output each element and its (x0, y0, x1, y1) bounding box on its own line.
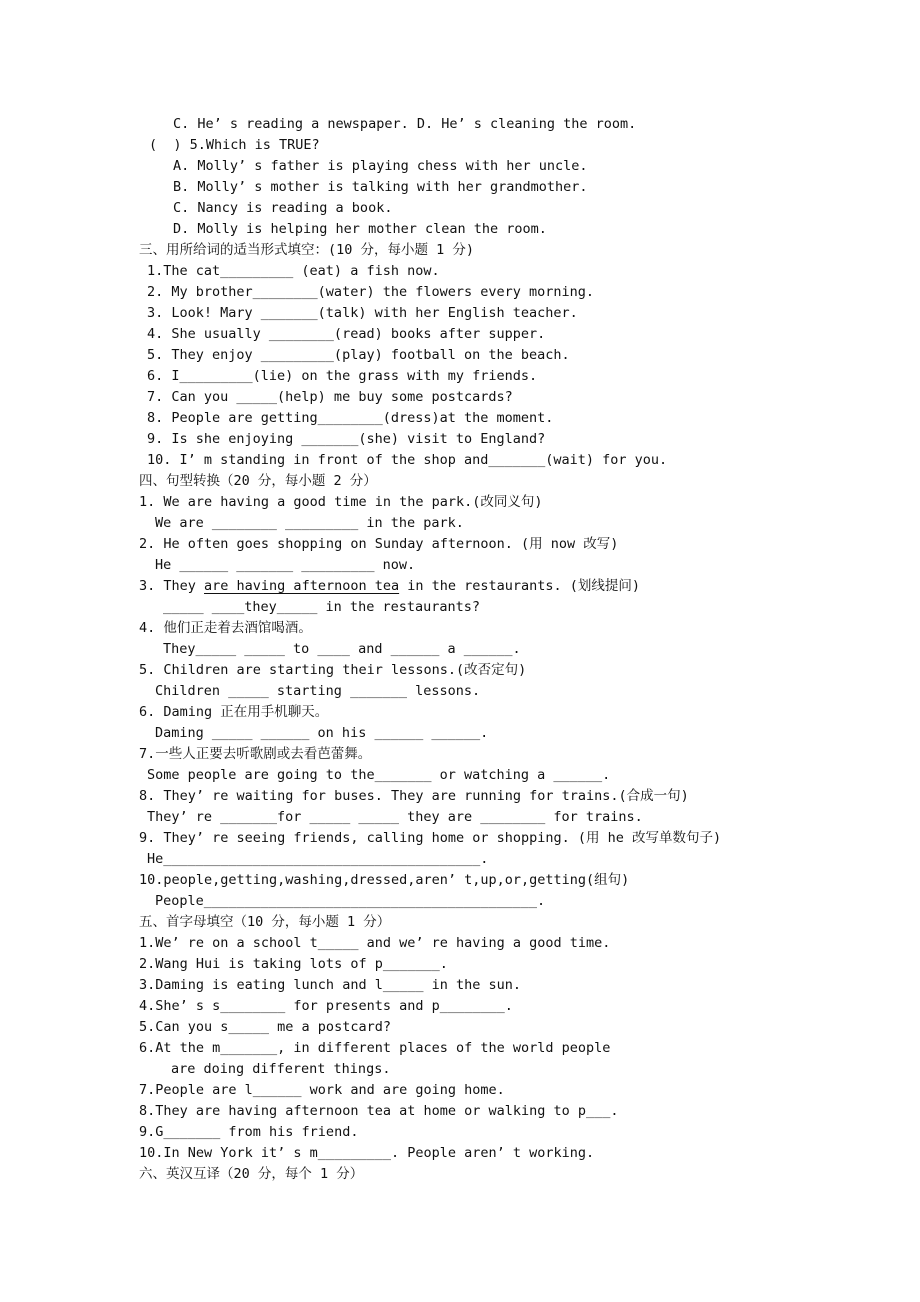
line-text: 10. I’ m standing in front of the shop and_______(wait) for you. (147, 452, 668, 468)
line-text: are doing different things. (171, 1061, 391, 1077)
line-text: 4. She usually ________(read) books after supper. (147, 326, 546, 342)
worksheet-line (139, 1143, 594, 1163)
line-text: Children _____ starting _______ lessons. (155, 683, 481, 699)
worksheet-line (139, 996, 513, 1016)
line-text: 三、用所给词的适当形式填空：(10 分，每小题 1 分) (139, 242, 475, 258)
worksheet-line (147, 303, 578, 323)
line-text: 2. He often goes shopping on Sunday afternoon. (用 now 改写) (139, 536, 619, 552)
worksheet-line (155, 555, 415, 575)
line-text: B. Molly’ s mother is talking with her grandmother. (173, 179, 588, 195)
line-text: A. Molly’ s father is playing chess with her uncle. (173, 158, 588, 174)
worksheet-line (147, 282, 594, 302)
worksheet-line (139, 975, 521, 995)
line-text: 9.G_______ from his friend. (139, 1124, 359, 1140)
worksheet-line (139, 1080, 505, 1100)
underlined-phrase: are having afternoon tea (204, 578, 400, 594)
worksheet-line (139, 1122, 358, 1142)
worksheet-line (173, 198, 392, 218)
line-text: 6. Daming 正在用手机聊天。 (139, 704, 329, 720)
worksheet-line (139, 786, 689, 806)
line-text: C. He’ s reading a newspaper. D. He’ s cleaning the room. (173, 116, 637, 132)
worksheet-line (139, 492, 543, 512)
line-text: 四、句型转换（20 分，每小题 2 分） (139, 473, 377, 489)
line-text: 2.Wang Hui is taking lots of p_______. (139, 956, 448, 972)
line-text: 5. They enjoy _________(play) football on the beach. (147, 347, 570, 363)
worksheet-line (139, 870, 629, 890)
line-text: 8. People are getting________(dress)at the moment. (147, 410, 554, 426)
line-text: D. Molly is helping her mother clean the room. (173, 221, 547, 237)
worksheet-line (139, 660, 526, 680)
worksheet-line (139, 828, 721, 848)
line-text: 8.They are having afternoon tea at home or walking to p___. (139, 1103, 619, 1119)
worksheet-line (139, 1164, 363, 1184)
line-text: 5.Can you s_____ me a postcard? (139, 1019, 391, 1035)
worksheet-line (147, 345, 570, 365)
worksheet-line (163, 639, 521, 659)
worksheet-line (139, 1038, 610, 1058)
worksheet-line (147, 849, 488, 869)
worksheet-line (139, 954, 448, 974)
line-text: 2. My brother________(water) the flowers every morning. (147, 284, 595, 300)
line-text: He_______________________________________. (147, 851, 489, 867)
worksheet-line (147, 387, 513, 407)
line-text: 4. 他们正走着去酒馆喝酒。 (139, 620, 312, 636)
worksheet-line (147, 261, 440, 281)
line-text: 3.Daming is eating lunch and l_____ in the sun. (139, 977, 522, 993)
worksheet-line (147, 807, 643, 827)
line-text: 10.people,getting,washing,dressed,aren’ t,up,or,getting(组句) (139, 872, 630, 888)
line-text: 5. Children are starting their lessons.(改否定句) (139, 662, 527, 678)
worksheet-line (147, 450, 667, 470)
line-text: 1. We are having a good time in the park.(改同义句) (139, 494, 543, 510)
line-text: 五、首字母填空（10 分，每小题 1 分） (139, 914, 391, 930)
worksheet-line (149, 135, 320, 155)
worksheet-line (139, 471, 377, 491)
line-text: 1.We’ re on a school t_____ and we’ re having a good time. (139, 935, 611, 951)
line-text: People_________________________________________. (155, 893, 546, 909)
worksheet-line (139, 744, 371, 764)
worksheet-line (173, 114, 636, 134)
worksheet-line (163, 597, 480, 617)
worksheet-line (139, 618, 312, 638)
line-text: 3. They (139, 578, 205, 594)
line-text: Some people are going to the_______ or watching a ______. (147, 767, 611, 783)
worksheet-line (155, 891, 545, 911)
line-text: 4.She’ s s________ for presents and p________. (139, 998, 513, 1014)
line-text: 6. I_________(lie) on the grass with my friends. (147, 368, 538, 384)
line-text: C. Nancy is reading a book. (173, 200, 393, 216)
worksheet-line (139, 534, 618, 554)
line-text: We are ________ _________ in the park. (155, 515, 464, 531)
worksheet-line (147, 765, 610, 785)
worksheet-line (173, 219, 547, 239)
worksheet-line (139, 1017, 391, 1037)
line-text: 8. They’ re waiting for buses. They are running for trains.(合成一句) (139, 788, 689, 804)
line-text: Daming _____ ______ on his ______ ______. (155, 725, 489, 741)
line-text: They_____ _____ to ____ and ______ a ______. (163, 641, 521, 657)
worksheet-line (147, 366, 537, 386)
worksheet-line (173, 156, 588, 176)
worksheet-line (147, 429, 545, 449)
line-text: 6.At the m_______, in different places of the world people (139, 1040, 611, 1056)
line-text: 9. Is she enjoying _______(she) visit to England? (147, 431, 546, 447)
line-text: 7. Can you _____(help) me buy some postcards? (147, 389, 513, 405)
line-text: 1.The cat_________ (eat) a fish now. (147, 263, 440, 279)
line-text: ( ) 5.Which is TRUE? (149, 137, 320, 153)
line-text: 9. They’ re seeing friends, calling home or shopping. (用 he 改写单数句子) (139, 830, 722, 846)
line-text: 10.In New York it’ s m_________. People aren’ t working. (139, 1145, 595, 1161)
line-text: He ______ _______ _________ now. (155, 557, 416, 573)
line-text: 3. Look! Mary _______(talk) with her English teacher. (147, 305, 578, 321)
line-text: 7.一些人正要去听歌剧或去看芭蕾舞。 (139, 746, 372, 762)
line-text: _____ ____they_____ in the restaurants? (163, 599, 480, 615)
line-text: They’ re _______for _____ _____ they are ________ for trains. (147, 809, 643, 825)
worksheet-line (139, 912, 390, 932)
worksheet-line (139, 576, 640, 596)
worksheet-line (173, 177, 588, 197)
worksheet-line (155, 723, 488, 743)
worksheet-line (139, 240, 474, 260)
worksheet-line (139, 933, 610, 953)
worksheet-line (147, 408, 553, 428)
worksheet-line (139, 702, 328, 722)
worksheet-line (171, 1059, 390, 1079)
worksheet-line (155, 513, 464, 533)
worksheet-line (139, 1101, 619, 1121)
line-text-rest: in the restaurants. (划线提问) (399, 578, 641, 594)
worksheet-line (155, 681, 480, 701)
line-text: 7.People are l______ work and are going home. (139, 1082, 505, 1098)
worksheet-line (147, 324, 545, 344)
line-text: 六、英汉互译（20 分，每个 1 分） (139, 1166, 364, 1182)
